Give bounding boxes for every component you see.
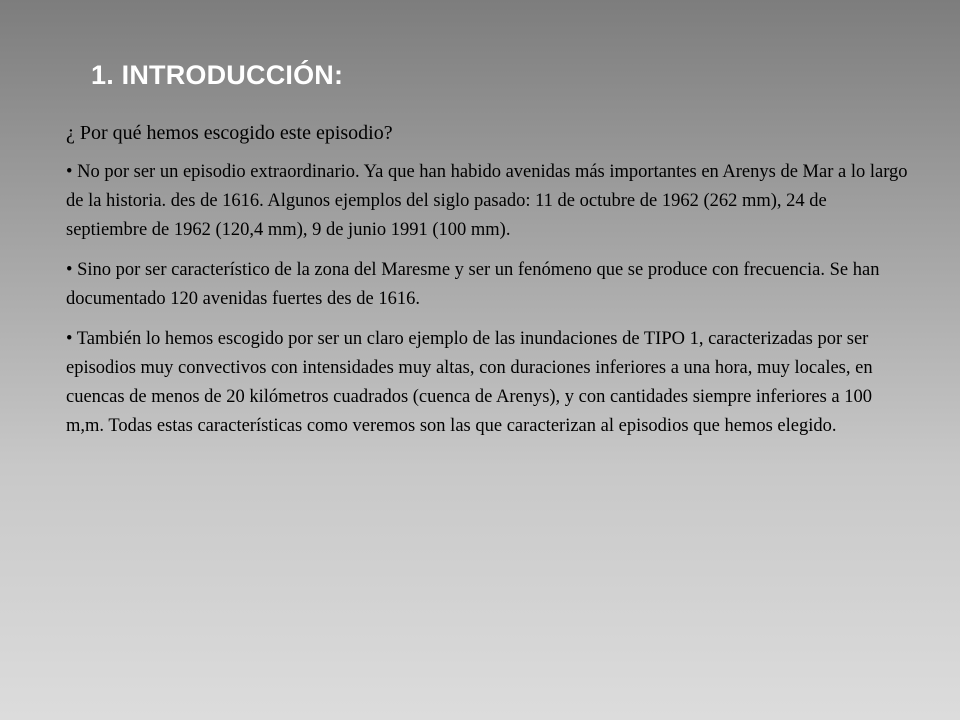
bullet-paragraph: • También lo hemos escogido por ser un claro ejemplo de las inundaciones de TIPO 1, caracterizadas por ser episodios muy convectivos con intensidades muy altas, con duraciones inferiores a una hora, muy locales, en cuencas de menos de 20 kilómetros cuadrados (cuenca de Arenys), y con cantidades siempre inferiores a 100 m,m. Todas estas características como veremos son las que caracterizan al episodios que hemos elegido. (66, 329, 873, 436)
bullet-paragraph: • Sino por ser característico de la zona del Maresme y ser un fenómeno que se produce con frecuencia. Se han documentado 120 avenidas fuertes des de 1616. (66, 260, 880, 309)
slide-question: ¿ Por qué hemos escogido este episodio? (66, 122, 393, 144)
slide-title: 1. INTRODUCCIÓN: (91, 60, 344, 90)
slide-body (66, 116, 912, 441)
bullet-paragraph: • No por ser un episodio extraordinario. Ya que han habido avenidas más importantes en Arenys de Mar a lo largo de la historia. des de 1616. Algunos ejemplos del siglo pasado: 11 de octubre de 1962 (262 mm), 24 de septiembre de 1962 (120,4 mm), 9 de junio 1991 (100 mm). (66, 162, 908, 240)
